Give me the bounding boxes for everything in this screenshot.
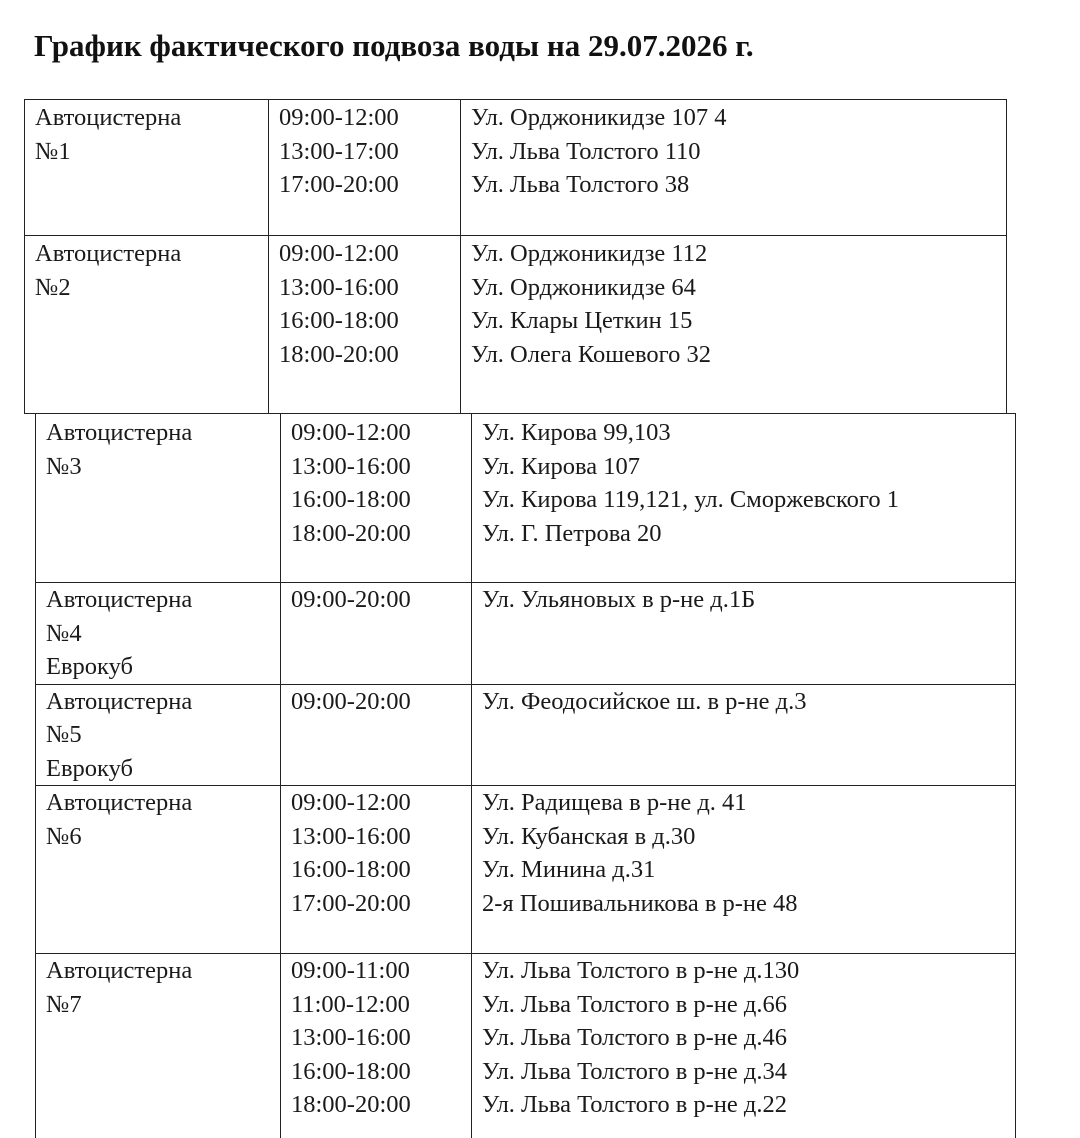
schedule-table-part-2 — [35, 413, 1016, 1138]
address-cell — [472, 583, 1016, 685]
time-slots: 09:00-20:00 — [291, 687, 411, 715]
vehicle-cell — [36, 583, 281, 685]
vehicle-cell — [25, 236, 269, 414]
vehicle-name: Автоцистерна №4 Еврокуб — [46, 586, 193, 680]
time-slots: 09:00-11:00 11:00-12:00 13:00-16:00 16:00-18:00 18:00-20:00 — [291, 957, 411, 1118]
table-row — [36, 786, 1016, 954]
vehicle-name: Автоцистерна №1 — [35, 104, 182, 165]
vehicle-cell — [36, 954, 281, 1138]
time-slots: 09:00-12:00 13:00-16:00 16:00-18:00 18:00-20:00 — [279, 240, 399, 368]
time-cell — [281, 414, 472, 583]
address-cell — [461, 100, 1007, 236]
time-cell — [281, 583, 472, 685]
address-cell — [461, 236, 1007, 414]
time-cell — [281, 684, 472, 786]
address-cell — [472, 414, 1016, 583]
address-cell — [472, 954, 1016, 1138]
time-slots: 09:00-12:00 13:00-16:00 16:00-18:00 18:00-20:00 — [291, 419, 411, 547]
table-row — [36, 414, 1016, 583]
time-cell — [281, 954, 472, 1138]
time-cell — [281, 786, 472, 954]
table-row — [36, 954, 1016, 1138]
table-row — [25, 100, 1007, 236]
address-list: Ул. Орджоникидзе 107 4 Ул. Льва Толстого 110 Ул. Льва Толстого 38 — [471, 104, 727, 198]
address-list: Ул. Орджоникидзе 112 Ул. Орджоникидзе 64 Ул. Клары Цеткин 15 Ул. Олега Кошевого 32 — [471, 240, 711, 368]
address-list: Ул. Льва Толстого в р-не д.130 Ул. Льва Толстого в р-не д.66 Ул. Льва Толстого в р-не д.46 Ул. Льва Толстого в р-не д.34 Ул. Льва Толстого в р-не д.22 — [482, 957, 800, 1118]
vehicle-name: Автоцистерна №2 — [35, 240, 182, 301]
address-list: Ул. Ульяновых в р-не д.1Б — [482, 586, 756, 613]
time-cell — [269, 236, 461, 414]
time-slots: 09:00-20:00 — [291, 586, 411, 613]
vehicle-cell — [36, 786, 281, 954]
vehicle-name: Автоцистерна №6 — [46, 789, 193, 850]
vehicle-name: Автоцистерна №5 Еврокуб — [46, 687, 193, 782]
vehicle-cell — [36, 414, 281, 583]
page-title: График фактического подвоза воды на 29.07.2026 г. — [34, 28, 754, 63]
time-slots: 09:00-12:00 13:00-16:00 16:00-18:00 17:00-20:00 — [291, 789, 411, 917]
vehicle-cell — [36, 684, 281, 786]
table-row — [25, 236, 1007, 414]
vehicle-name: Автоцистерна №7 — [46, 957, 193, 1018]
vehicle-cell — [25, 100, 269, 236]
address-cell — [472, 684, 1016, 786]
time-cell — [269, 100, 461, 236]
address-list: Ул. Радищева в р-не д. 41 Ул. Кубанская в д.30 Ул. Минина д.31 2-я Пошивальникова в р-не 48 — [482, 789, 798, 917]
schedule-table-part-1 — [24, 99, 1007, 414]
address-list: Ул. Кирова 99,103 Ул. Кирова 107 Ул. Кирова 119,121, ул. Сморжевского 1 Ул. Г. Петрова 20 — [482, 419, 899, 547]
address-cell — [472, 786, 1016, 954]
address-list: Ул. Феодосийское ш. в р-не д.3 — [482, 687, 807, 715]
table-row — [36, 583, 1016, 685]
table-row — [36, 684, 1016, 786]
time-slots: 09:00-12:00 13:00-17:00 17:00-20:00 — [279, 104, 399, 198]
vehicle-name: Автоцистерна №3 — [46, 419, 193, 480]
